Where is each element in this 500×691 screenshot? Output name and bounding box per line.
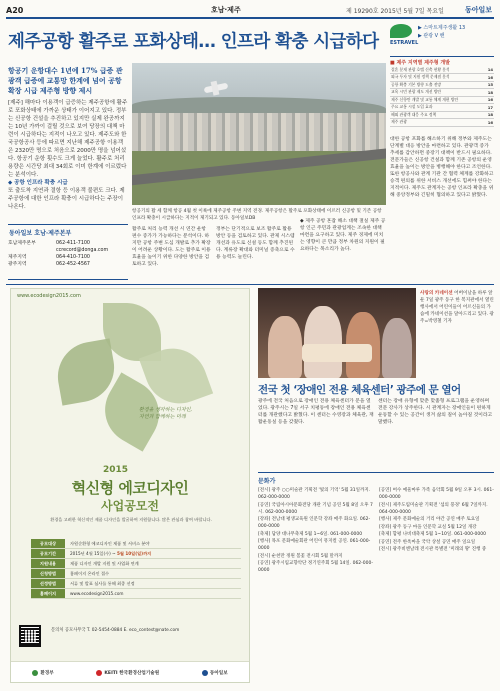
index-link[interactable]: ▶ 관광 V 밴 — [418, 33, 445, 39]
secondary-headline: 전국 첫 ‘장애인 전용 체육센터’ 광주에 문 열어 — [258, 384, 461, 396]
index-row: 공항 확충 기본 방향 도출 전망 15 — [391, 81, 493, 88]
ad-intro: 환경을 고려한 혁신적인 제품 디자인을 발굴하여 지원합니다. 많은 관심과 참여 바랍니다. — [50, 517, 212, 522]
page-number: A20 — [6, 5, 24, 15]
index-links — [418, 24, 465, 40]
index-row: 제주 관광 16 — [391, 119, 493, 125]
section-divider — [6, 284, 494, 285]
ad-title: 혁신형 에코디자인 — [71, 479, 189, 497]
culture-column — [379, 487, 494, 687]
lead-body: [제주] 해마다 이용객이 급증하는 제주공항에 활주로 포화상태에 가까운 상태가 이어지고 있다. 정부는 신공항 건설을 추진하고 있지만 실제 완공까지는 10년 가까이 걸릴 것으로 보여 당장의 대책 마련이 시급하다는 지적이 나오고 있다. 제주도와 한국공항공사 등에 따르면 지난해 제주공항 이용객은 2320만 명으로 처음으로 2000만 명을 넘어섰다. 항공기 운항 횟수도 크게 늘었다. 활주로 처리 용량은 시간당 최대 34회로 이미 한계에 이르렀다는 분석이다. ◆ 공항 인프라 확충 시급 또 출도착 지연과 결항 등 이용객 불편도 크다. 제주공항에 대한 인프라 확충이 시급하다는 주장이 나온다. — [8, 100, 128, 210]
culture-listings — [258, 476, 494, 687]
carnation-photo — [258, 288, 416, 378]
lead-article — [8, 66, 128, 249]
listing-item: [공연] 광주시립교향악단 정기연주회 5월 14일. 062-000-0000 — [258, 561, 373, 573]
leaf-artwork — [47, 303, 217, 451]
article-column: 정부는 단기적으로 보조 활주로 활용 방안 등을 검토하고 있다. 관제 시스템 개선과 유도로 신설 등도 함께 추진된다. 계류장 확대와 터미널 증축으로 수용 능력도 늘린다. — [216, 227, 295, 260]
photo2-caption: 사랑의 카네이션 어버이날을 하루 앞둔 7일 광주 동구 한 복지관에서 열린 행사에서 어린이들이 어르신들의 가슴에 카네이션을 달아드리고 있다. 광주=박영철 기자 — [420, 291, 494, 324]
listing-item: [전시] 순천만 정원 봄꽃 전시회 5월 말까지 — [258, 553, 343, 559]
qr-code-icon[interactable] — [19, 625, 41, 647]
ad-year: 2015 — [103, 465, 129, 475]
bureau-row: 제주지역 064-410-7100 — [8, 255, 90, 260]
newspaper-brand: 동아일보 — [464, 6, 492, 14]
index-table — [390, 66, 494, 127]
listing-item: [축제] 담양 대나무축제 5월 1~6일. 061-000-0000 — [258, 531, 363, 537]
sponsor: 동아일보 — [202, 670, 228, 676]
bureau-title: 동아일보 호남·제주본부 — [9, 230, 72, 237]
article-column: ◆ 제주 공항 혼잡 해소 대책 절실 제주 공항 인근 주민과 관광업계는 조속한 대책 마련을 요구하고 있다. 제주 경제에 미치는 영향이 큰 만큼 정부 차원의 지원이 필요하다는 목소리가 높다. — [300, 219, 386, 252]
ad-contact: 문의처 공모사무국 T. 02-5454-0884 E. eco_contest@nate.com — [51, 628, 180, 633]
listing-item: [행사] 목포 문화예술회관 어린이 뮤지컬 공연. 061-000-0000 — [258, 539, 371, 551]
index-row: 결혼 분재 관광 호텔 신축 현황 분석 14 — [391, 66, 493, 72]
index-row: 제주 신항만 개발 및 교통 체계 개편 방안 16 — [391, 96, 493, 103]
page-header — [6, 4, 494, 16]
index-link[interactable]: ▶ 스마트제주생활 13 — [418, 25, 466, 31]
listing-item: [축제] 함평 나비대축제 5월 1~10일. 061-000-0000 — [379, 532, 487, 537]
estravel-logo: ESTRAVEL — [390, 24, 412, 52]
ad-slogan: 환경을 생각하는 디자인, 자연과 함께하는 미래 — [139, 407, 193, 420]
listing-item: [전시] 광주 ○○미술관 기획전 '빛의 기억' 5월 31일까지. 062-000-0000 — [258, 488, 371, 500]
ad-info-row: 공모대상 자원순환형 에코디자인 제품 및 서비스 분야 — [31, 539, 241, 549]
main-headline: 제주공항 활주로 포화상태… 인프라 확충 시급하다 — [8, 32, 379, 52]
bureau-row: 호남제주본부 062-411-7100 — [8, 241, 90, 246]
culture-title: 문화가 — [258, 478, 276, 485]
ad-info-row: 선정방법 서류 및 발표 심사를 통해 최종 선정 — [31, 579, 241, 589]
index-row: 교육 시민 관광 제도 개선 방안 18 — [391, 89, 493, 95]
index-heading: ■ 제주 지역별 제주형 개발 — [390, 56, 494, 66]
listing-item: [강좌] 전남대 평생교육원 인문학 강좌 매주 화요일. 062-000-0000 — [258, 517, 371, 529]
ad-info-row: 지원내용 제품 디자인 개발 지원 및 사업화 연계 — [31, 559, 241, 569]
article-column: 센터는 장애 유형에 맞춘 맞춤형 프로그램을 운영하며 전문 강사가 상주한다. 시 관계자는 장애인들이 편하게 운동할 수 있는 공간이 생겨 삶의 질이 높아질 것이라고 말했다. — [378, 399, 493, 425]
issue-meta: 제 19290호 2015년 5월 7일 목요일 — [346, 7, 444, 15]
header-rule — [6, 17, 494, 19]
sponsor: 환경부 — [32, 670, 53, 676]
sponsor: KEITI 한국환경산업기술원 — [96, 670, 159, 676]
listing-item: [강좌] 광주 동구 마을 인문학 교실 5월 12일 개강 — [379, 524, 477, 530]
bureau-row: 광주지역 062-452-4567 — [8, 262, 90, 267]
listing-item: [공연] 국립아시아문화전당 개관 기념 공연 5월 8일 오후 7시. 062-000-0000 — [258, 502, 373, 515]
ad-subtitle: 사업공모전 — [101, 499, 159, 513]
listing-item: [전시] 제주도립미술관 기획전 '섬의 풍경' 6월 7일까지. 064-000-0000 — [379, 502, 488, 515]
listing-item: [공연] 여수 예울마루 가족 음악회 5월 9일 오후 3시. 061-000-0000 — [379, 488, 494, 500]
index-box — [390, 22, 494, 130]
lead-subhead: ◆ 공항 인프라 확충 시급 — [8, 180, 68, 186]
ad-url[interactable]: www.ecodesign2015.com — [17, 293, 81, 299]
bureau-row: ccrecord@donga.com — [56, 248, 109, 253]
listing-item: [행사] 제주 문화예술의 거리 야간 공연 매주 토요일 — [379, 517, 480, 522]
article-column: 대한 공항 포화를 해소하기 위해 정부와 제주도는 단계별 대응 방안을 마련하고 있다. 관광객 증가 추세를 감안하면 중장기 대책이 반드시 필요하다. 전문가들은 신공항 건설과 함께 기존 공항의 운영 효율을 높이는 방안을 병행해야 한다고 조언한다. 또한 항공사와 관계 기관 간 협력 체계를 강화하고 승객 편의를 위한 서비스 개선에도 힘써야 한다는 지적이다. 제주도 관계자는 공항 인프라 확충을 위해 중앙정부와 긴밀히 협의하고 있다고 밝혔다. — [390, 137, 494, 198]
article-column: 광주에 전국 처음으로 장애인 전용 체육센터가 문을 열었다. 광주시는 7일 서구 치평동에 장애인 전용 체육센터를 개관했다고 밝혔다. 이 센터는 수영장과 체육관, 재활운동실 등을 갖췄다. — [258, 399, 374, 425]
listing-item: [공연] 전주 한옥마을 국악 상설 공연 매주 일요일 — [379, 539, 476, 545]
airport-photo — [132, 63, 386, 205]
section-name: 호남·제주 — [211, 6, 241, 14]
photo2-caption-title: 사랑의 카네이션 — [420, 291, 453, 296]
bureau-contact-box — [8, 224, 128, 280]
ad-info-row: 신청방법 홈페이지 온라인 접수 — [31, 569, 241, 579]
sponsor-logo-icon — [202, 670, 208, 676]
lead-dek: 항공기 운항대수 1년에 17% 급증 관광객 급증에 교통망 한계에 넘어 공항 확장 시급 제주형 방향 제시 — [8, 66, 123, 95]
index-row: 외국 투자 및 지원 정책 문제점 분석 16 — [391, 74, 493, 80]
eco-design-advertisement — [10, 288, 250, 683]
culture-column — [258, 487, 373, 687]
article-column: 활주로 처리 능력 개선 시 연간 운항 편수 증가가 가능하다는 분석이다. 하지만 공항 주변 도심 개발로 추가 확장이 어려운 상황이다. 도는 활주로 이용 효율을 높이기 위한 다양한 방안을 검토하고 있다. — [132, 227, 211, 267]
sponsor-logo-icon — [32, 670, 38, 676]
leaf-icon — [390, 24, 412, 38]
sponsor-logo-icon — [96, 670, 102, 676]
photo-caption: 항공기의 활 세 함께 항공 4월 첫 이륙에 제주공항 주변 지역 전경. 제주공항은 활주로 포화상태에 이르러 신공항 및 기존 공항 인프라 확충이 시급하다는 지적이 제기되고 있다. 동아일보DB — [132, 209, 382, 221]
section-divider — [258, 472, 494, 473]
listing-item: [전시] 광주비엔날레 전시관 특별전 '미래의 땅' 진행 중 — [379, 547, 487, 552]
ad-info-row: 홈페이지 www.ecodesign2015.com — [31, 589, 241, 599]
index-row: 해외 관광객 대응 주요 정책 18 — [391, 111, 493, 118]
ad-info-table — [31, 539, 241, 599]
index-row: 주요 교통 시설 도입 효과 17 — [391, 104, 493, 110]
ad-info-row: 공모기간 2015년 4월 15일(수) ~ 5월 10일(일)까지 — [31, 549, 241, 559]
ad-sponsors — [11, 661, 249, 683]
